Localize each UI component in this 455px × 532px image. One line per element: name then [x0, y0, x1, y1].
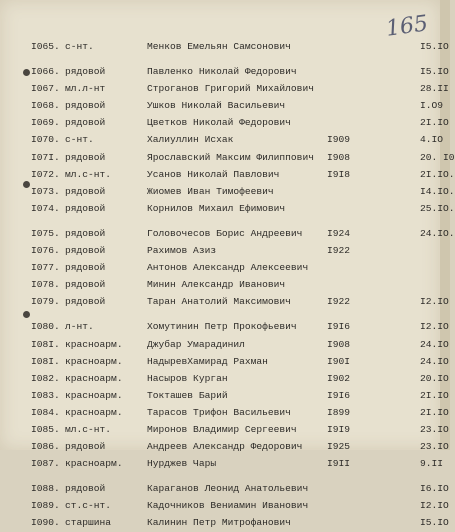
record-rank: рядовой [65, 66, 106, 78]
record-name: Головочесов Борис Андреевич [147, 227, 303, 239]
record-rank: красноарм. [65, 458, 123, 470]
record-rank: красноарм. [65, 338, 123, 350]
record-rank: мл.л-нт [65, 83, 106, 95]
record-name: Таран Анатолий Максимович [147, 296, 291, 308]
record-number: I085. [31, 423, 60, 435]
record-name: Андреев Александр Федорович [147, 441, 303, 453]
record-rank: л-нт. [65, 321, 94, 333]
record-number: I079. [31, 296, 60, 308]
record-date: 23.IO [420, 423, 449, 435]
record-row [0, 242, 450, 259]
record-birth-year: I908 [327, 338, 351, 350]
record-birth-year: I908 [327, 151, 351, 163]
record-row [0, 114, 450, 131]
record-row [0, 370, 450, 387]
record-row [0, 514, 450, 531]
record-number: I07I. [31, 151, 60, 163]
record-rank: мл.с-нт. [65, 423, 112, 435]
record-rank: рядовой [65, 117, 106, 129]
record-row [0, 336, 450, 353]
record-birth-year: I924 [327, 227, 351, 239]
record-number: I074. [31, 202, 60, 214]
record-name: Антонов Александр Алексеевич [147, 262, 309, 274]
record-date: 4.IO [420, 134, 444, 146]
record-number: I065. [31, 41, 60, 52]
record-name: Миронов Владимир Сергеевич [147, 423, 297, 435]
record-name: Ярославский Максим Филиппович [147, 151, 314, 163]
record-row [0, 438, 450, 455]
record-date: 2I.IO [420, 389, 449, 401]
record-date: 20.IO [420, 372, 449, 384]
record-rank: рядовой [65, 100, 106, 112]
record-row [0, 183, 455, 200]
record-number: I068. [31, 100, 60, 112]
record-date: I5.IO [420, 41, 449, 52]
record-number: I082. [31, 372, 60, 384]
record-row [0, 497, 450, 514]
record-birth-year: I909 [327, 134, 351, 146]
record-date: 24.IO [420, 338, 449, 350]
record-date: 2I.IO [420, 117, 449, 129]
record-number: I075. [31, 227, 60, 239]
record-date: I5.IO [420, 517, 449, 529]
record-row [0, 353, 450, 370]
record-birth-year: I925 [327, 441, 351, 453]
record-number: I073. [31, 185, 60, 197]
record-name: НадыревХамирад Рахман [147, 355, 268, 367]
record-name: Токташев Барий [147, 389, 228, 401]
record-date: 2I.IO [420, 406, 449, 418]
record-rank: с-нт. [65, 41, 94, 52]
record-number: I089. [31, 500, 60, 512]
record-name: Караганов Леонид Анатольевич [147, 483, 309, 495]
record-date: 2I.IO. [420, 168, 455, 180]
record-number: I084. [31, 406, 60, 418]
record-rank: мл.с-нт. [65, 168, 112, 180]
record-name: Жиомев Иван Тимофеевич [147, 185, 274, 197]
record-number: I070. [31, 134, 60, 146]
record-name: Ушков Николай Васильевич [147, 100, 286, 112]
record-name: Павленко Николай Федорович [147, 66, 297, 78]
record-row [0, 421, 450, 438]
record-name: Менков Емельян Самсонович [147, 41, 291, 52]
record-number: I067. [31, 83, 60, 95]
record-row [0, 149, 455, 166]
record-name: Строганов Григорий Михайлович [147, 83, 314, 95]
record-name: Джубар Умарадинил [147, 338, 245, 350]
record-name: Минин Александр Иванович [147, 279, 286, 291]
record-number: I080. [31, 321, 60, 333]
record-name: Усанов Николай Павлович [147, 168, 280, 180]
record-row [0, 404, 450, 421]
record-row [0, 387, 450, 404]
record-row [0, 63, 450, 80]
record-number: I069. [31, 117, 60, 129]
record-rank: красноарм. [65, 372, 123, 384]
record-birth-year: I9I6 [327, 389, 351, 401]
handwritten-page-number: 165 [384, 11, 430, 42]
record-rank: красноарм. [65, 355, 123, 367]
record-date: I2.IO [420, 296, 449, 308]
record-rank: рядовой [65, 245, 106, 257]
record-date: 25.IO. [420, 202, 455, 214]
record-row [0, 166, 455, 183]
record-number: I086. [31, 441, 60, 453]
record-birth-year: I922 [327, 296, 351, 308]
record-rank: рядовой [65, 262, 106, 274]
record-row [0, 318, 450, 335]
record-birth-year: I9I8 [327, 168, 351, 180]
record-date: 9.II [420, 458, 444, 470]
record-birth-year: I899 [327, 406, 351, 418]
record-row [0, 259, 450, 276]
record-rank: рядовой [65, 279, 106, 291]
record-birth-year: I922 [327, 245, 351, 257]
record-row [0, 276, 450, 293]
record-birth-year: I9I9 [327, 423, 351, 435]
record-number: I078. [31, 279, 60, 291]
record-name: Нурджев Чары [147, 458, 217, 470]
record-number: I087. [31, 458, 60, 470]
record-name: Рахимов Азиз [147, 245, 217, 257]
record-name: Цветков Николай Федорович [147, 117, 291, 129]
record-number: I090. [31, 517, 60, 529]
record-row [0, 225, 455, 242]
record-number: I072. [31, 168, 60, 180]
record-number: I088. [31, 483, 60, 495]
record-row [0, 97, 450, 114]
record-rank: с-нт. [65, 134, 94, 146]
record-number: I08I. [31, 355, 60, 367]
record-name: Насыров Курган [147, 372, 228, 384]
record-date: I2.IO [420, 321, 449, 333]
record-row [0, 455, 450, 472]
record-rank: рядовой [65, 483, 106, 495]
record-date: 23.IO [420, 441, 449, 453]
record-rank: ст.с-нт. [65, 500, 112, 512]
record-name: Хомутинин Петр Прокофьевич [147, 321, 297, 333]
record-rank: рядовой [65, 185, 106, 197]
record-rank: старшина [65, 517, 112, 529]
record-date: 24.IO. [420, 227, 455, 239]
record-rank: рядовой [65, 296, 106, 308]
record-number: I083. [31, 389, 60, 401]
record-rank: рядовой [65, 227, 106, 239]
record-rank: рядовой [65, 151, 106, 163]
record-birth-year: I9I6 [327, 321, 351, 333]
record-date: I6.IO [420, 483, 449, 495]
record-row [0, 131, 450, 148]
record-number: I066. [31, 66, 60, 78]
record-number: I076. [31, 245, 60, 257]
record-rank: красноарм. [65, 389, 123, 401]
record-birth-year: I90I [327, 355, 351, 367]
record-date: I4.IO. [420, 185, 455, 197]
record-row [0, 480, 450, 497]
record-date: 24.IO [420, 355, 449, 367]
record-name: Халиуллин Исхак [147, 134, 234, 146]
record-row [0, 200, 455, 217]
record-number: I077. [31, 262, 60, 274]
record-rank: красноарм. [65, 406, 123, 418]
record-number: I08I. [31, 338, 60, 350]
record-date: I5.IO [420, 66, 449, 78]
record-date: I.O9 [420, 100, 444, 112]
record-list [0, 38, 455, 532]
record-birth-year: I902 [327, 372, 351, 384]
record-row [0, 80, 450, 97]
record-date: I2.IO [420, 500, 449, 512]
record-name: Кадочников Вениамин Иванович [147, 500, 309, 512]
record-birth-year: I9II [327, 458, 351, 470]
record-rank: рядовой [65, 202, 106, 214]
record-name: Калинин Петр Митрофанович [147, 517, 291, 529]
record-date: 20. I0 [420, 151, 455, 163]
record-date: 28.II [420, 83, 449, 95]
record-name: Тарасов Трифон Васильевич [147, 406, 291, 418]
record-row [0, 38, 450, 55]
record-row [0, 293, 450, 310]
record-rank: рядовой [65, 441, 106, 453]
record-name: Корнилов Михаил Ефимович [147, 202, 286, 214]
